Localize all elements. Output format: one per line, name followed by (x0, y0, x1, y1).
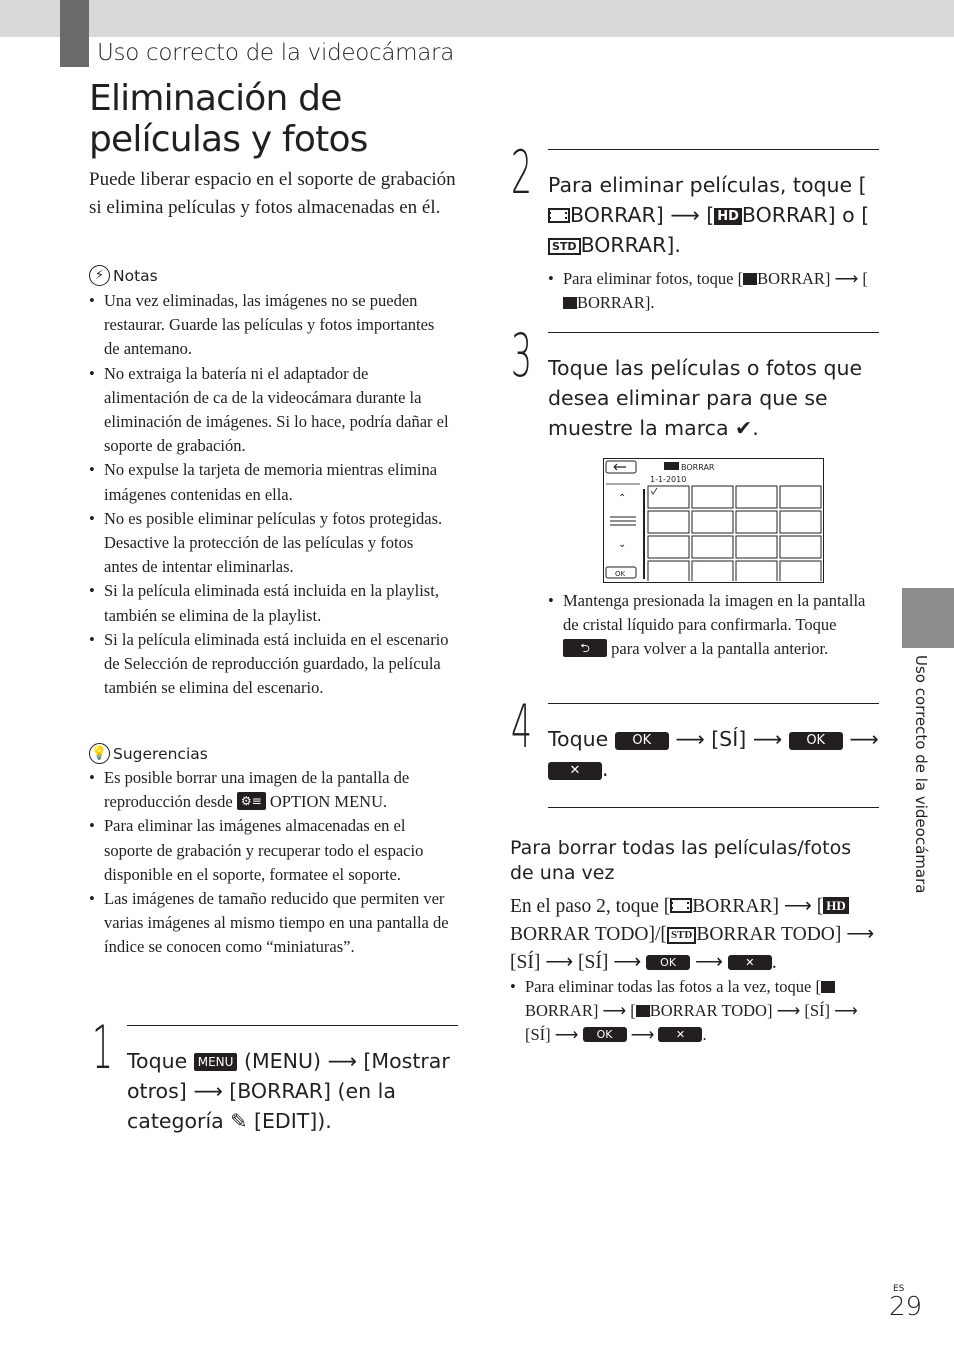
return-icon: ⮌ (563, 639, 607, 657)
close-icon: ✕ (658, 1027, 702, 1042)
thumbnail-grid[interactable] (648, 486, 821, 581)
list-item: • Si la película eliminada está incluida en el escenario de Selección de reproducción guardado, la película también se elimina del escenario. (89, 628, 449, 701)
arrow-icon: ⟶ (602, 1001, 627, 1021)
scroll-up-icon[interactable]: ⌃ (618, 493, 627, 504)
step2-text: Para eliminar películas, toque [BORRAR] ⟶ [ HD BORRAR] o [STD BORRAR]. (548, 173, 870, 257)
list-item: • Para eliminar las imágenes almacenadas en el soporte de grabación y recuperar todo el espacio disponible en el soporte, formatee el soporte. (89, 814, 451, 887)
list-item: • No extraiga la batería ni el adaptador de alimentación de ca de la videocámara durante la eliminación de imágenes. Si lo hace, podría dañar el soporte de grabación. (89, 362, 449, 459)
ok-button-icon: OK (615, 732, 669, 750)
list-item: • Es posible borrar una imagen de la pantalla de reproducción desde ⚙≡ OPTION MENU. (89, 766, 451, 814)
divider (548, 807, 879, 808)
arrow-icon: ⟶ (613, 952, 642, 973)
std-icon: STD (548, 238, 581, 255)
hd-icon: HD (714, 208, 742, 225)
chapter-tab-label: Uso correcto de la videocámara (912, 655, 930, 894)
movie-icon (548, 208, 570, 223)
language-code: ES (893, 1284, 905, 1294)
thumbnail-cell[interactable] (736, 561, 777, 581)
ok-button-icon: OK (646, 955, 690, 970)
notes-heading: ⚡ Notas (89, 265, 158, 286)
arrow-icon: ⟶ (327, 1049, 357, 1073)
thumbnail-cell[interactable] (648, 486, 689, 508)
list-item: • Una vez eliminadas, las imágenes no se pueden restaurar. Guarde las películas y fotos importantes de antemano. (89, 289, 449, 362)
photo-icon (636, 1005, 650, 1017)
hd-icon: HD (823, 897, 849, 914)
thumbnail-cell[interactable] (780, 486, 821, 508)
arrow-icon: ⟶ (545, 952, 574, 973)
arrow-icon: ⟶ (783, 896, 812, 917)
step-number: 3 (511, 321, 533, 391)
list-item: • Si la película eliminada está incluida en la playlist, también se elimina de la playlist. (89, 579, 449, 627)
thumbnail-cell[interactable] (692, 486, 733, 508)
list-item: • No es posible eliminar películas y fotos protegidas. Desactive la protección de las películas y fotos antes de intentar eliminarlas. (89, 507, 449, 580)
arrow-icon: ⟶ (752, 727, 783, 751)
thumbnail-cell[interactable] (648, 561, 689, 581)
ok-button-icon: OK (789, 732, 843, 750)
edit-category-icon: ✎ (230, 1109, 248, 1133)
arrow-icon: ⟶ (834, 1001, 858, 1021)
notes-list (89, 289, 449, 700)
thumbnail-cell[interactable] (692, 561, 733, 581)
ok-button-icon: OK (583, 1027, 627, 1042)
divider (127, 1025, 458, 1026)
thumbnail-grid-screen (604, 459, 822, 581)
thumbnail-cell[interactable] (780, 561, 821, 581)
delete-all-text: En el paso 2, toque [ BORRAR] ⟶ [ HDBORRAR TODO]/[ STD BORRAR TODO] ⟶ [SÍ] ⟶ [SÍ] ⟶ OK ⟶ ✕ . (510, 896, 875, 973)
option-menu-icon: ⚙≡ (237, 792, 266, 810)
screen-date: 1-1-2010 (650, 475, 687, 484)
step2-notes (548, 267, 878, 315)
thumbnail-cell[interactable] (736, 511, 777, 533)
chapter-tab (902, 588, 954, 648)
std-icon: STD (667, 927, 696, 944)
arrow-icon: ⟶ (675, 727, 705, 751)
step3-notes (548, 589, 878, 662)
arrow-icon: ⟶ (834, 269, 859, 288)
movie-icon (670, 898, 692, 913)
arrow-icon: ⟶ (670, 203, 700, 227)
photo-icon (563, 297, 577, 309)
close-icon: ✕ (728, 955, 772, 970)
page-number: 29 (889, 1292, 923, 1322)
arrow-icon: ⟶ (846, 924, 875, 945)
svg-text:OK: OK (615, 570, 626, 578)
thumbnail-cell[interactable] (780, 536, 821, 558)
thumbnail-cell[interactable] (736, 536, 777, 558)
header-bar (0, 0, 954, 37)
list-item: • Para eliminar todas las fotos a la vez, toque [BORRAR] ⟶ [ BORRAR TODO] ⟶ [SÍ] ⟶ [SÍ] ⟶ OK ⟶ ✕ . (510, 975, 870, 1048)
divider (548, 149, 879, 150)
step4-text: Toque OK ⟶ [SÍ] ⟶ OK ⟶ ✕ . (548, 727, 879, 781)
arrow-icon: ⟶ (554, 1025, 579, 1045)
scroll-down-icon[interactable]: ⌄ (618, 539, 627, 550)
tips-list (89, 766, 451, 960)
thumbnail-cell[interactable] (780, 511, 821, 533)
photo-icon (743, 273, 757, 285)
thumbnail-cell[interactable] (736, 486, 777, 508)
delete-all-heading: Para borrar todas las películas/fotos de una vez (510, 837, 852, 884)
delete-all-notes (510, 975, 870, 1048)
arrow-icon: ⟶ (849, 727, 879, 751)
divider (548, 332, 879, 333)
step-number: 4 (511, 692, 533, 762)
photo-icon (821, 981, 835, 993)
close-icon: ✕ (548, 762, 602, 780)
section-title: Uso correcto de la videocámara (97, 40, 454, 66)
screen-title: BORRAR (681, 463, 715, 472)
header-block (60, 0, 89, 67)
hd-icon (664, 462, 679, 470)
tips-heading: 💡 Sugerencias (89, 743, 208, 764)
step1-text: Toque MENU (MENU) ⟶ [Mostrar otros] ⟶ [BORRAR] (en la categoría ✎ [EDIT]). (127, 1049, 450, 1133)
list-item: • No expulse la tarjeta de memoria mientras elimina imágenes contenidas en ella. (89, 458, 449, 506)
intro-text: Puede liberar espacio en el soporte de grabación si elimina películas y fotos almacenadas en él. (89, 169, 456, 218)
list-item: • Para eliminar fotos, toque [ BORRAR] ⟶ [BORRAR]. (548, 267, 878, 315)
lightning-icon: ⚡ (89, 265, 110, 286)
thumbnail-cell[interactable] (648, 511, 689, 533)
lightbulb-icon: 💡 (89, 743, 110, 764)
list-item: • Mantenga presionada la imagen en la pantalla de cristal líquido para confirmarla. Toque ⮌ para volver a la pantalla anterior. (548, 589, 878, 662)
arrow-icon: ⟶ (630, 1025, 655, 1045)
lcd-screen-illustration (603, 458, 824, 583)
thumbnail-cell[interactable] (692, 511, 733, 533)
divider (548, 703, 879, 704)
step-number: 2 (511, 138, 533, 208)
arrow-icon: ⟶ (193, 1079, 223, 1103)
step3-text: Toque las películas o fotos que desea eliminar para que se muestre la marca ✔. (548, 356, 863, 440)
menu-button-icon: MENU (194, 1053, 238, 1071)
list-item: • Las imágenes de tamaño reducido que permiten ver varias imágenes al mismo tiempo en una pantalla de índice se conocen como “miniaturas”. (89, 887, 451, 960)
thumbnail-cell[interactable] (648, 536, 689, 558)
step-number: 1 (92, 1013, 114, 1083)
thumbnail-cell[interactable] (692, 536, 733, 558)
arrow-icon: ⟶ (694, 952, 723, 973)
arrow-icon: ⟶ (776, 1001, 801, 1021)
page-title: Eliminación de películas y fotos (89, 78, 368, 160)
